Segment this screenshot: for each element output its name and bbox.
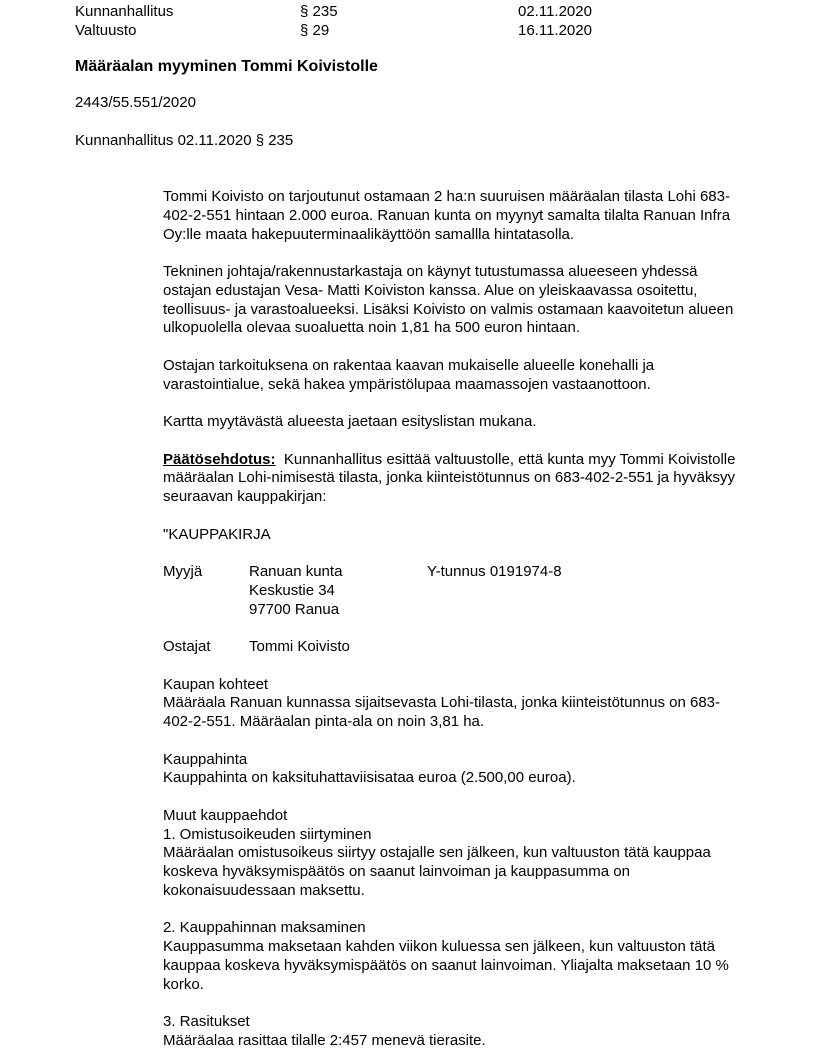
party-seller-address xyxy=(249,563,427,619)
section-other-terms-subheading: 1. Omistusoikeuden siirtyminen xyxy=(163,825,372,843)
header-date: 16.11.2020 xyxy=(518,21,592,39)
section-price-text: Kauppahinta on kaksituhattaviisisataa euroa (2.500,00 euroa). xyxy=(163,769,576,787)
document-header xyxy=(75,3,746,41)
party-seller xyxy=(163,563,743,619)
paragraph-decision-proposal xyxy=(163,451,743,507)
header-row-valtuusto xyxy=(75,22,746,41)
party-buyer-name: Tommi Koivisto xyxy=(249,638,350,655)
party-buyer xyxy=(163,638,743,657)
party-buyer-label: Ostajat xyxy=(163,638,211,655)
section-other-terms xyxy=(163,807,743,901)
page-title: Määräalan myyminen Tommi Koivistolle xyxy=(75,57,378,75)
header-body-name: Valtuusto xyxy=(75,21,137,39)
section-encumbrances xyxy=(163,1013,743,1051)
section-payment xyxy=(163,919,743,994)
party-seller-business-id: Y-tunnus 0191974-8 xyxy=(427,563,562,580)
section-other-terms-heading: Muut kauppaehdot xyxy=(163,806,288,824)
section-price-heading: Kauppahinta xyxy=(163,750,248,768)
header-section-number: § 29 xyxy=(300,21,330,39)
decision-proposal-label: Päätösehdotus: xyxy=(163,450,276,468)
header-body-name: Kunnanhallitus xyxy=(75,3,174,20)
decision-proposal-text: Kunnanhallitus esittää valtuustolle, että kunta myy Tommi Koivistolle määräalan Lohi-nimisestä tilasta, jonka kiinteistötunnus on 683-402-2-551 ja hyväksyy seuraavan kauppakirjan: xyxy=(163,450,740,505)
section-price xyxy=(163,751,743,789)
document-body xyxy=(163,188,743,1051)
section-encumbrances-text: Määräalaa rasittaa tilalle 2:457 menevä tierasite. xyxy=(163,1031,486,1049)
header-date: 02.11.2020 xyxy=(518,3,592,20)
case-number: 2443/55.551/2020 xyxy=(75,94,196,112)
party-seller-postal: 97700 Ranua xyxy=(249,600,340,618)
header-section-number: § 235 xyxy=(300,3,338,20)
section-sale-objects-text: Määräala Ranuan kunnassa sijaitsevasta Lohi-tilasta, jonka kiinteistötunnus on 683-402-2-551. Määräalan pinta-ala on noin 3,81 ha. xyxy=(163,694,720,730)
paragraph-map-note: Kartta myytävästä alueesta jaetaan esityslistan mukana. xyxy=(163,413,537,430)
section-heading: Kunnanhallitus 02.11.2020 § 235 xyxy=(75,131,294,149)
party-seller-name: Ranuan kunta xyxy=(249,563,343,580)
party-seller-street: Keskustie 34 xyxy=(249,581,335,599)
section-payment-heading: 2. Kauppahinnan maksaminen xyxy=(163,919,366,937)
section-sale-objects xyxy=(163,676,743,732)
section-sale-objects-heading: Kaupan kohteet xyxy=(163,675,269,693)
section-payment-text: Kauppasumma maksetaan kahden viikon kuluessa sen jälkeen, kun valtuuston tätä kauppaa koskeva hyväksymispäätös on saanut lainvoiman. Yliajalta maksetaan 10 % korko. xyxy=(163,938,729,993)
header-row-kunnanhallitus xyxy=(75,3,746,22)
paragraph-buyer-purpose: Ostajan tarkoituksena on rakentaa kaavan mukaiselle alueelle konehalli ja varastointialue, sekä hakea ympäristölupaa maamassojen vastaanottoon. xyxy=(163,356,655,393)
section-encumbrances-heading: 3. Rasitukset xyxy=(163,1013,250,1030)
party-seller-label: Myyjä xyxy=(163,563,203,580)
paragraph-inspection: Tekninen johtaja/rakennustarkastaja on käynyt tutustumassa alueeseen yhdessä ostajan edustajan Vesa- Matti Koiviston kanssa. Alue on yleiskaavassa osoitettu, teollisuus- ja varastoalueeksi. Lisäksi Koivisto on valmis ostamaan kaavoitetun alueen ulkopuolella olevaa suoaluetta noin 1,81 ha 500 euron hintaan. xyxy=(163,263,734,337)
deed-opening-line: "KAUPPAKIRJA xyxy=(163,525,271,543)
section-other-terms-text: Määräalan omistusoikeus siirtyy ostajalle sen jälkeen, kun valtuuston tätä kauppaa koskeva hyväksymispäätös on saanut lainvoiman ja kauppasumma on kokonaisuudessaan maksettu. xyxy=(163,844,711,899)
paragraph-offer: Tommi Koivisto on tarjoutunut ostamaan 2 ha:n suuruisen määräalan tilasta Lohi 683-402-2-551 hintaan 2.000 euroa. Ranuan kunta on myynyt samalta tilalta Ranuan Infra Oy:lle maata hakepuuterminaalikäyttöön samallla hintatasolla. xyxy=(163,188,731,243)
